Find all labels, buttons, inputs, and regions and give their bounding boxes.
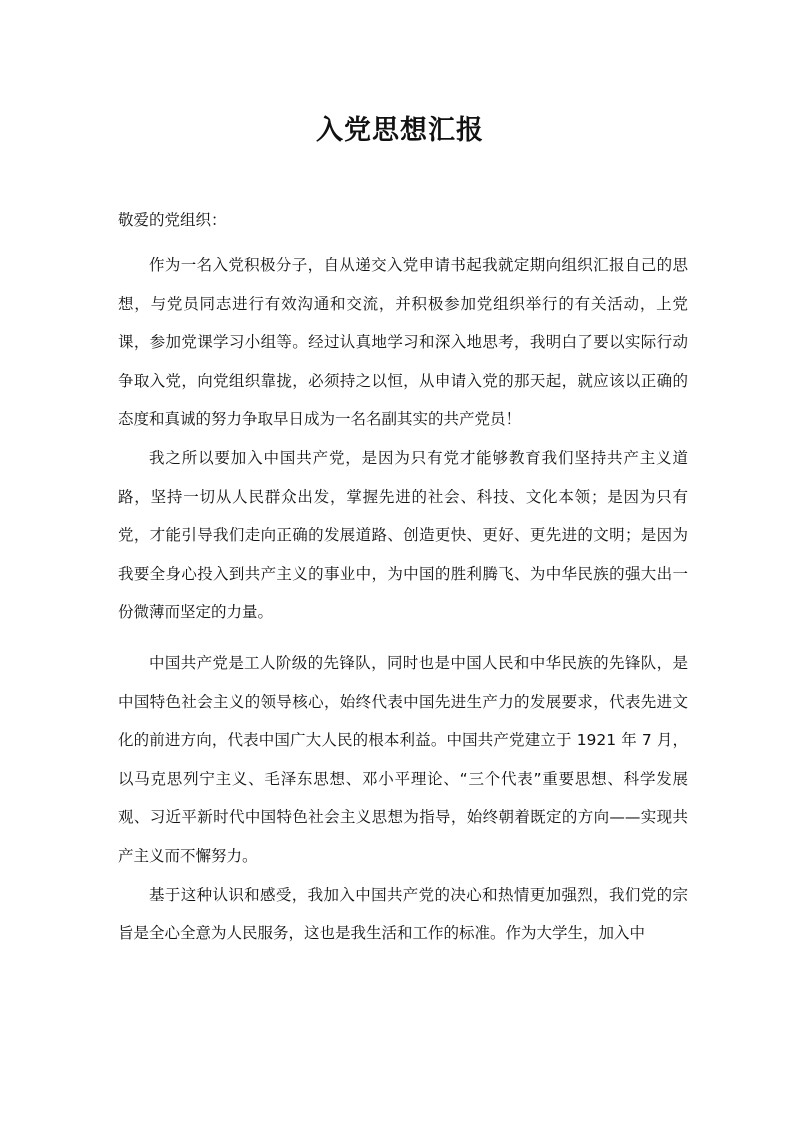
document-title: 入党思想汇报 bbox=[316, 115, 484, 146]
paragraph-2: 我之所以要加入中国共产党，是因为只有党才能够教育我们坚持共产主义道路，坚持一切从人民群众出发，掌握先进的社会、科技、文化本领；是因为只有党，才能引导我们走向正确的发展道路、创造更快、更好、更先进的文明；是因为我要全身心投入到共产主义的事业中，为中国的胜利腾飞、为中华民族的强大出一份微薄而坚定的力量。 bbox=[118, 448, 688, 622]
paragraph-1: 作为一名入党积极分子，自从递交入党申请书起我就定期向组织汇报自己的思想，与党员同志进行有效沟通和交流，并积极参加党组织举行的有关活动，上党课，参加党课学习小组等。经过认真地学习和深入地思考，我明白了要以实际行动争取入党，向党组织靠拢，必须持之以恒，从申请入党的那天起，就应该以正确的态度和真诚的努力争取早日成为一名名副其实的共产党员！ bbox=[118, 256, 688, 429]
paragraph-4: 基于这种认识和感受，我加入中国共产党的决心和热情更加强烈，我们党的宗旨是全心全意为人民服务，这也是我生活和工作的标准。作为大学生，加入中 bbox=[118, 885, 688, 943]
document-body bbox=[118, 246, 688, 953]
paragraph-3: 中国共产党是工人阶级的先锋队，同时也是中国人民和中华民族的先锋队，是中国特色社会主义的领导核心，始终代表中国先进生产力的发展要求，代表先进文化的前进方向，代表中国广大人民的根本利益。中国共产党建立于 1921 年 7 月，以马克思列宁主义、毛泽东思想、邓小平理论、“三个代表”重要思想、科学发展观、习近平新时代中国特色社会主义思想为指导，始终朝着既定的方向——实现共产主义而不懈努力。 bbox=[118, 653, 688, 865]
salutation: 敬爱的党组织： bbox=[118, 211, 227, 229]
